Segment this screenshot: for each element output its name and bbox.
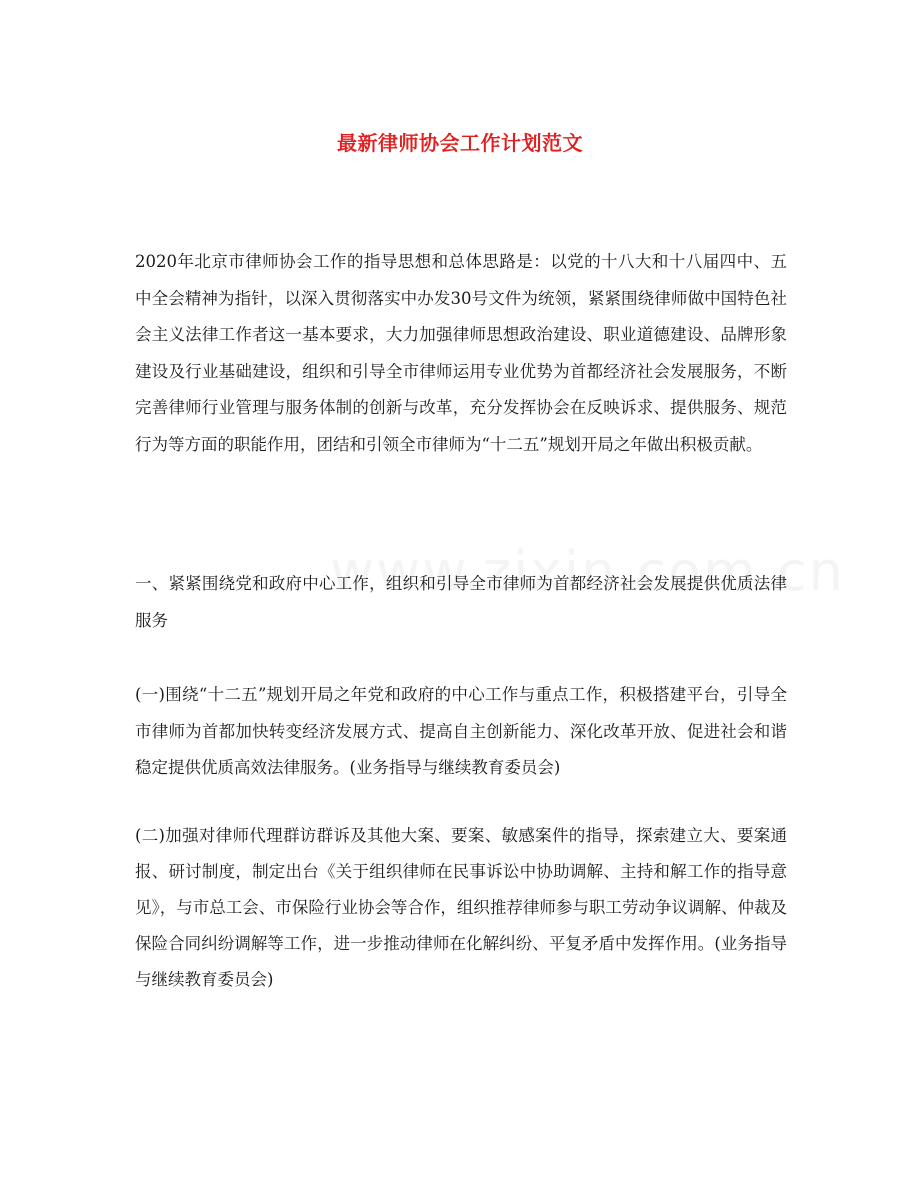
section-heading-one: 一、紧紧围绕党和政府中心工作，组织和引导全市律师为首都经济社会发展提供优质法律服务 xyxy=(135,574,787,630)
paragraph-item-two: (二)加强对律师代理群访群诉及其他大案、要案、敏感案件的指导，探索建立大、要案通报、研讨制度，制定出台《关于组织律师在民事诉讼中协助调解、主持和解工作的指导意见》，与市总工会、市保险行业协会等合作，组织推荐律师参与职工劳动争议调解、仲裁及保险合同纠纷调解等工作，进一步推动律师在化解纠纷、平复矛盾中发挥作用。(业务指导与继续教育委员会) xyxy=(135,826,787,989)
document-title: 最新律师协会工作计划范文 xyxy=(337,131,583,155)
paragraph-guiding-principles: 2020年北京市律师协会工作的指导思想和总体思路是：以党的十八大和十八届四中、五中全会精神为指针，以深入贯彻落实中办发30号文件为统领，紧紧围绕律师做中国特色社会主义法律工作者这一基本要求，大力加强律师思想政治建设、职业道德建设、品牌形象建设及行业基础建设，组织和引导全市律师运用专业优势为首都经济社会发展服务，不断完善律师行业管理与服务体制的创新与改革，充分发挥协会在反映诉求、提供服务、规范行为等方面的职能作用，团结和引领全市律师为“十二五”规划开局之年做出积极贡献。 xyxy=(135,252,787,454)
paragraph-item-one: (一)围绕“十二五”规划开局之年党和政府的中心工作与重点工作，积极搭建平台，引导全市律师为首都加快转变经济发展方式、提高自主创新能力、深化改革开放、促进社会和谐稳定提供优质高效法律服务。(业务指导与继续教育委员会) xyxy=(135,685,787,777)
